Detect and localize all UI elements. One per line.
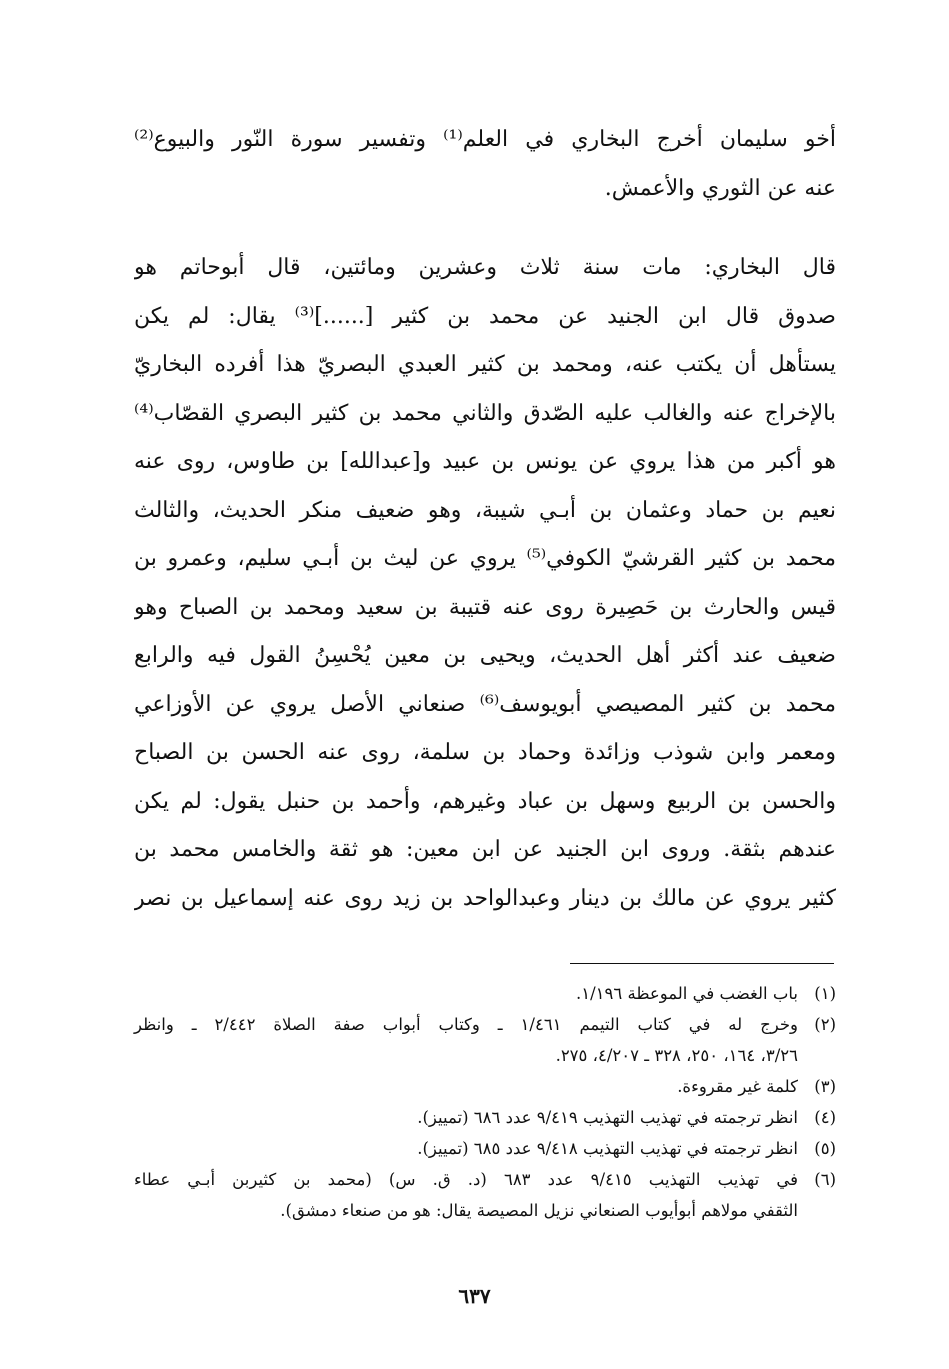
text-line: صدوق قال ابن الجنيد عن محمد بن كثير [......]⁽³⁾ يقال: لم يكن [134, 303, 836, 329]
footnote-text: وخرج له في كتاب التيمم ١/٤٦١ ـ وكتاب أبواب صفة الصلاة ٢/٤٤٢ ـ وانظر [134, 1015, 798, 1034]
text-line: كثير يروي عن مالك بن دينار وعبدالواحد بن زيد روى عنه إسماعيل بن نصر [134, 885, 836, 911]
footnote-3 [134, 1071, 836, 1102]
text-line: عندهم بثقة. وروى ابن الجنيد عن ابن معين: هو ثقة والخامس محمد بن [134, 837, 836, 862]
footnote-number: (٣) [814, 1077, 836, 1096]
text-line: بالإخراج عنه والغالب عليه الصّدق والثاني محمد بن كثير البصري القصّاب⁽⁴⁾ [134, 400, 836, 426]
paragraph-2 [134, 244, 836, 923]
text-line: هو أكبر من هذا يروي عن يونس بن عبيد و[عبدالله] بن طاوس، روى عنه [134, 449, 836, 474]
footnote-number: (٢) [814, 1015, 836, 1034]
footnote-5 [134, 1133, 836, 1164]
footnote-text: في تهذيب التهذيب ٩/٤١٥ عدد ٦٨٣ (د. ق. س) (محمد بن كثيربن أبـي عطاء [134, 1170, 798, 1189]
text-line: عنه عن الثوري والأعمش. [604, 175, 836, 201]
footnote-text: الثقفي مولاهم أبوأيوب الصنعاني نزيل المصيصة يقال: هو من صنعاء دمشق). [280, 1201, 798, 1220]
footnote-2 [134, 1009, 836, 1071]
footnote-number: (٤) [814, 1108, 836, 1127]
text-line: والحسن بن الربيع وسهل بن عباد وغيرهم، وأحمد بن حنبل يقول: لم يكن [134, 788, 836, 814]
footnote-text: باب الغضب في الموعظة ١/١٩٦. [575, 984, 798, 1003]
text-line: قيس والحارث بن حَصِيرة روى عنه قتيبة بن سعيد ومحمد بن الصباح وهو [134, 594, 836, 620]
text-line: ومعمر وابن شوذب وزائدة وحماد بن سلمة، روى عنه الحسن بن الصباح [134, 740, 836, 765]
text-line: ضعيف عند أكثر أهل الحديث، ويحيى بن معين يُحْسِنُ القول فيه والرابع [134, 643, 836, 668]
footnote-text: كلمة غير مقروءة. [677, 1077, 798, 1096]
text-line: نعيم بن حماد وعثمان بن أبـي شيبة، وهو ضعيف منكر الحديث، والثالث [134, 497, 836, 523]
text-line: محمد بن كثير المصيصي أبويوسف⁽⁶⁾ صنعاني الأصل يروي عن الأوزاعي [134, 691, 836, 717]
footnote-number: (١) [814, 984, 836, 1003]
footnote-divider [570, 963, 834, 964]
footnote-number: (٦) [814, 1170, 836, 1189]
page-number: ٦٣٧ [458, 1284, 491, 1308]
text-line: يستأهل أن يكتب عنه، ومحمد بن كثير العبدي البصريّ هذا أفرده البخاريّ [134, 352, 836, 377]
footnotes [134, 978, 836, 1226]
footnote-1 [134, 978, 836, 1009]
paragraph-1 [134, 116, 836, 213]
footnote-6 [134, 1164, 836, 1226]
footnote-4 [134, 1102, 836, 1133]
footnote-text: انظر ترجمته في تهذيب التهذيب ٩/٤١٨ عدد ٦٨٥ (تمييز). [417, 1139, 798, 1158]
footnote-number: (٥) [814, 1139, 836, 1158]
footnote-text: انظر ترجمته في تهذيب التهذيب ٩/٤١٩ عدد ٦٨٦ (تمييز). [417, 1108, 798, 1127]
text-line: أخو سليمان أخرج البخاري في العلم⁽¹⁾ وتفسير سورة النّور والبيوع⁽²⁾ [134, 127, 836, 152]
footnote-text: ٣/٢٦، ١٦٤، ٢٥٠، ٣٢٨ ـ ٤/٢٠٧، ٢٧٥. [555, 1046, 798, 1065]
text-line: محمد بن كثير القرشيّ الكوفي⁽⁵⁾ يروي عن ليث بن أبـي سليم، وعمرو بن [134, 546, 836, 571]
text-line: قال البخاري: مات سنة ثلاث وعشرين ومائتين، قال أبوحاتم هو [134, 255, 836, 280]
